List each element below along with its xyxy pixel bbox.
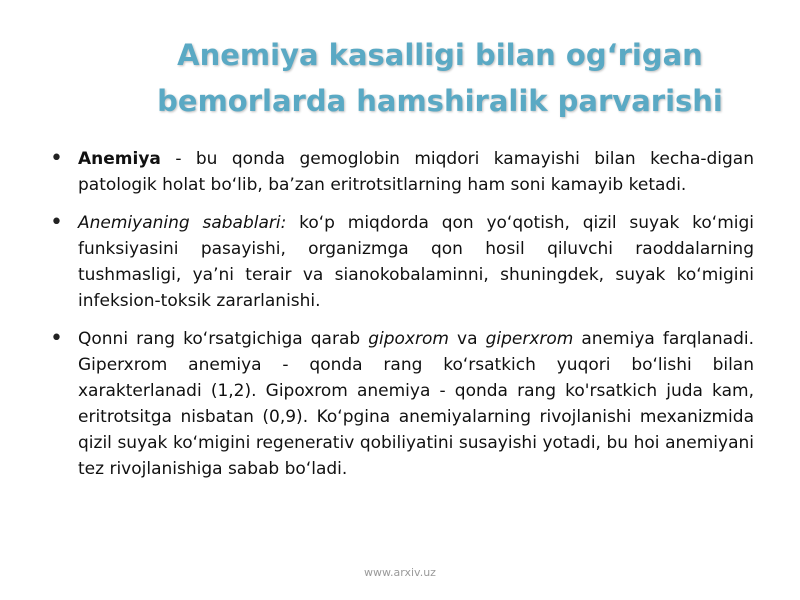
- bullet-text: anemiya farqlanadi. Giperxrom anemiya - qonda rang ko‘rsatkich yuqori bo‘lishi bilan xarakterlanadi (1,2). Gipoxrom anemiya - qonda rang ko'rsatkich juda kam, eritrotsitga nisbatan (0,9). Ko‘pgina anemiyalarning rivojlanishi mexanizmida qizil suyak ko‘migini regenerativ qobiliyatini susayishi yotadi, bu hoi anemiyani tez rivojlanishiga sabab bo‘ladi.: [78, 329, 754, 479]
- bullet-item-causes: [50, 210, 754, 314]
- bullet-text: Qonni rang ko‘rsatgichiga qarab: [78, 329, 369, 349]
- bullet-text: va: [448, 329, 486, 349]
- bullet-icon: •: [50, 146, 63, 171]
- bullet-list: [50, 146, 754, 494]
- bullet-term: Anemiya: [78, 149, 161, 169]
- bullet-text: - bu qonda gemoglobin miqdori kamayishi bilan kecha-digan patologik holat bo‘lib, ba’zan eritrotsitlarning ham soni kamayib ketadi.: [78, 149, 754, 195]
- bullet-text: ko‘p miqdorda qon yo‘qotish, qizil suyak ko‘migi funksiyasini pasayishi, organizmga qon hosil qiluvchi raoddalarning tushmasligi, ya’ni terair va sianokobalaminni, shuningdek, suyak ko‘migini infeksion-toksik zararlanishi.: [78, 213, 755, 311]
- slide-title-line-2: bemorlarda hamshiralik parvarishi: [157, 84, 723, 118]
- bullet-item-definition: [50, 146, 754, 198]
- slide-title: [140, 32, 740, 124]
- bullet-item-classification: [50, 326, 754, 482]
- bullet-icon: •: [50, 210, 63, 235]
- footer-watermark: www.arxiv.uz: [364, 566, 436, 579]
- bullet-term: giperxrom: [485, 329, 574, 349]
- bullet-icon: •: [50, 326, 63, 351]
- slide-title-line-1: Anemiya kasalligi bilan og‘rigan: [177, 38, 703, 72]
- bullet-term: gipoxrom: [368, 329, 449, 349]
- bullet-term: Anemiyaning sabablari:: [78, 213, 287, 233]
